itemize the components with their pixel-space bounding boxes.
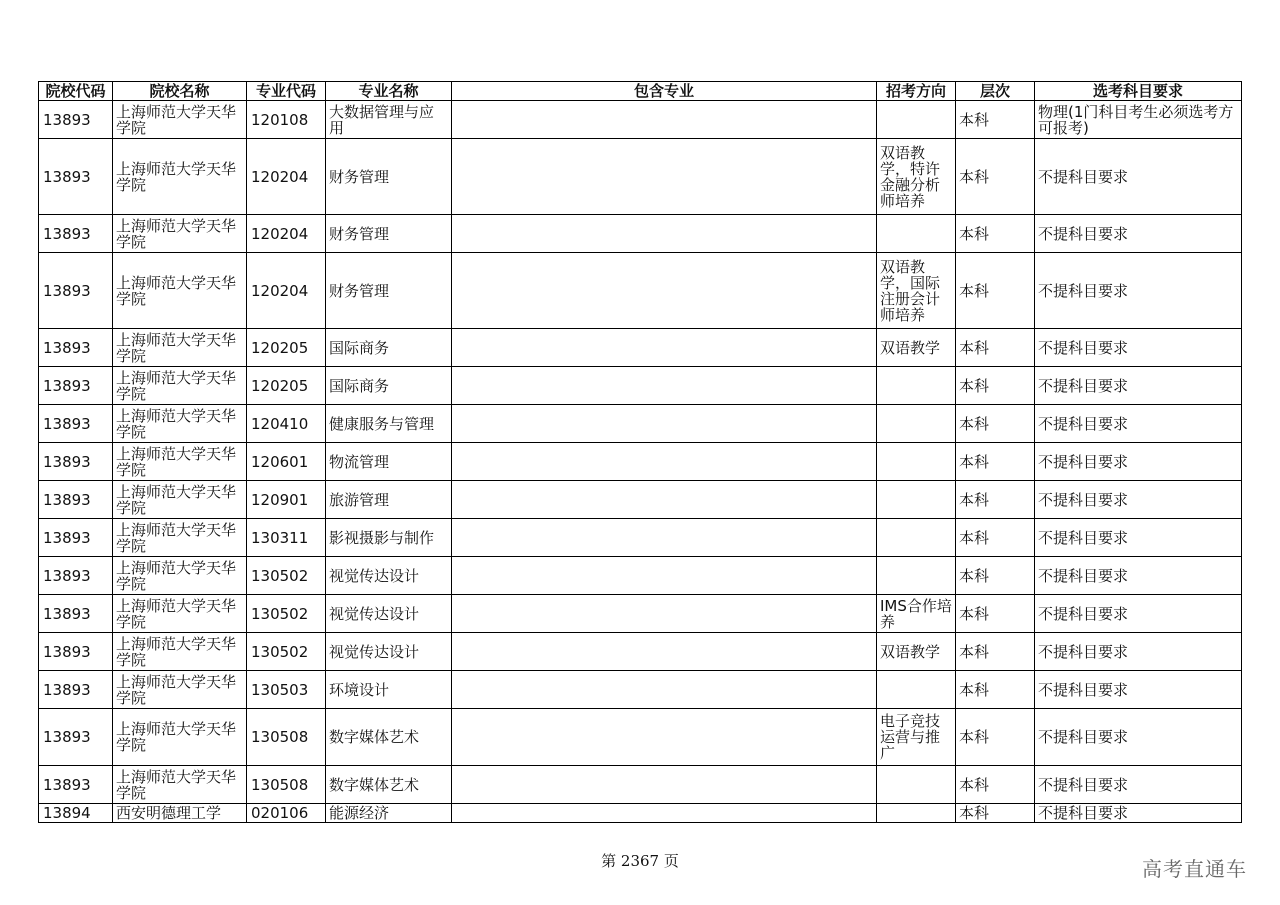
cell-requirement: 不提科目要求: [1035, 519, 1242, 557]
cell-school-code: 13893: [39, 443, 113, 481]
header-included-majors: 包含专业: [452, 82, 877, 101]
cell-level: 本科: [956, 215, 1035, 253]
cell-requirement: 不提科目要求: [1035, 557, 1242, 595]
cell-school-code: 13893: [39, 253, 113, 329]
cell-level: 本科: [956, 633, 1035, 671]
cell-requirement: 不提科目要求: [1035, 215, 1242, 253]
table-row: [39, 481, 1242, 519]
cell-school-name: 上海师范大学天华学院: [113, 766, 247, 804]
cell-direction: [877, 101, 956, 139]
table-row: [39, 443, 1242, 481]
table-body: [39, 101, 1242, 823]
cell-major-code: 120410: [247, 405, 326, 443]
cell-direction: 双语教学，国际注册会计师培养: [877, 253, 956, 329]
cell-school-name: 上海师范大学天华学院: [113, 633, 247, 671]
cell-direction: [877, 519, 956, 557]
cell-included-majors: [452, 405, 877, 443]
cell-major-name: 视觉传达设计: [326, 595, 452, 633]
cell-included-majors: [452, 519, 877, 557]
cell-direction: [877, 557, 956, 595]
cell-requirement: 不提科目要求: [1035, 329, 1242, 367]
cell-level: 本科: [956, 519, 1035, 557]
header-level: 层次: [956, 82, 1035, 101]
table-row: [39, 329, 1242, 367]
cell-included-majors: [452, 215, 877, 253]
cell-major-code: 120901: [247, 481, 326, 519]
cell-level: 本科: [956, 804, 1035, 823]
cell-requirement: 不提科目要求: [1035, 633, 1242, 671]
cell-direction: IMS合作培养: [877, 595, 956, 633]
cell-direction: 双语教学，特许金融分析师培养: [877, 139, 956, 215]
cell-level: 本科: [956, 101, 1035, 139]
table-row: [39, 766, 1242, 804]
cell-major-name: 数字媒体艺术: [326, 766, 452, 804]
cell-school-name: 上海师范大学天华学院: [113, 595, 247, 633]
cell-direction: [877, 766, 956, 804]
cell-major-name: 财务管理: [326, 253, 452, 329]
cell-major-code: 120601: [247, 443, 326, 481]
cell-direction: [877, 804, 956, 823]
cell-school-name: 上海师范大学天华学院: [113, 709, 247, 766]
cell-major-code: 120204: [247, 139, 326, 215]
table-row: [39, 633, 1242, 671]
cell-school-code: 13893: [39, 405, 113, 443]
cell-major-code: 020106: [247, 804, 326, 823]
cell-level: 本科: [956, 405, 1035, 443]
header-major-code: 专业代码: [247, 82, 326, 101]
cell-school-name: 上海师范大学天华学院: [113, 481, 247, 519]
cell-major-code: 120205: [247, 367, 326, 405]
cell-major-name: 视觉传达设计: [326, 633, 452, 671]
cell-included-majors: [452, 329, 877, 367]
page-number: 第 2367 页: [601, 852, 679, 870]
cell-school-name: 上海师范大学天华学院: [113, 367, 247, 405]
cell-major-name: 财务管理: [326, 215, 452, 253]
cell-major-name: 物流管理: [326, 443, 452, 481]
cell-requirement: 不提科目要求: [1035, 443, 1242, 481]
table-row: [39, 595, 1242, 633]
cell-included-majors: [452, 595, 877, 633]
cell-school-name: 上海师范大学天华学院: [113, 253, 247, 329]
admission-table: [38, 81, 1242, 823]
cell-school-name: 上海师范大学天华学院: [113, 139, 247, 215]
cell-requirement: 不提科目要求: [1035, 671, 1242, 709]
table-row: [39, 671, 1242, 709]
cell-included-majors: [452, 557, 877, 595]
cell-school-code: 13893: [39, 709, 113, 766]
cell-requirement: 不提科目要求: [1035, 367, 1242, 405]
cell-level: 本科: [956, 253, 1035, 329]
cell-level: 本科: [956, 481, 1035, 519]
cell-school-code: 13893: [39, 557, 113, 595]
cell-included-majors: [452, 367, 877, 405]
header-row: [39, 82, 1242, 101]
table-row: [39, 519, 1242, 557]
cell-requirement: 物理(1门科目考生必须选考方可报考): [1035, 101, 1242, 139]
cell-direction: [877, 215, 956, 253]
cell-school-name: 上海师范大学天华学院: [113, 443, 247, 481]
table-row: [39, 405, 1242, 443]
cell-requirement: 不提科目要求: [1035, 253, 1242, 329]
header-school-name: 院校名称: [113, 82, 247, 101]
cell-major-code: 120204: [247, 253, 326, 329]
cell-school-name: 上海师范大学天华学院: [113, 557, 247, 595]
cell-direction: 电子竞技运营与推广: [877, 709, 956, 766]
cell-major-code: 130311: [247, 519, 326, 557]
cell-school-name: 上海师范大学天华学院: [113, 101, 247, 139]
cell-level: 本科: [956, 139, 1035, 215]
cell-requirement: 不提科目要求: [1035, 595, 1242, 633]
cell-included-majors: [452, 443, 877, 481]
cell-school-name: 上海师范大学天华学院: [113, 329, 247, 367]
cell-included-majors: [452, 633, 877, 671]
cell-requirement: 不提科目要求: [1035, 481, 1242, 519]
cell-requirement: 不提科目要求: [1035, 709, 1242, 766]
cell-requirement: 不提科目要求: [1035, 139, 1242, 215]
cell-level: 本科: [956, 709, 1035, 766]
cell-school-name: 上海师范大学天华学院: [113, 519, 247, 557]
cell-school-name: 上海师范大学天华学院: [113, 405, 247, 443]
cell-major-name: 影视摄影与制作: [326, 519, 452, 557]
cell-requirement: 不提科目要求: [1035, 405, 1242, 443]
cell-direction: 双语教学: [877, 329, 956, 367]
cell-school-name: 上海师范大学天华学院: [113, 671, 247, 709]
cell-major-code: 130503: [247, 671, 326, 709]
cell-major-name: 旅游管理: [326, 481, 452, 519]
cell-major-code: 130508: [247, 709, 326, 766]
cell-level: 本科: [956, 557, 1035, 595]
table-row: [39, 367, 1242, 405]
table-row: [39, 101, 1242, 139]
cell-major-name: 国际商务: [326, 329, 452, 367]
watermark: 高考直通车: [1142, 857, 1247, 881]
table-row: [39, 557, 1242, 595]
cell-level: 本科: [956, 595, 1035, 633]
cell-included-majors: [452, 709, 877, 766]
cell-direction: [877, 671, 956, 709]
cell-requirement: 不提科目要求: [1035, 766, 1242, 804]
header-requirement: 选考科目要求: [1035, 82, 1242, 101]
cell-major-code: 120108: [247, 101, 326, 139]
cell-school-code: 13893: [39, 215, 113, 253]
cell-major-name: 数字媒体艺术: [326, 709, 452, 766]
header-major-name: 专业名称: [326, 82, 452, 101]
cell-major-name: 能源经济: [326, 804, 452, 823]
cell-major-name: 财务管理: [326, 139, 452, 215]
cell-major-name: 大数据管理与应用: [326, 101, 452, 139]
cell-school-code: 13894: [39, 804, 113, 823]
cell-school-code: 13893: [39, 139, 113, 215]
table-row: [39, 253, 1242, 329]
cell-level: 本科: [956, 671, 1035, 709]
cell-school-code: 13893: [39, 329, 113, 367]
cell-school-name: 西安明德理工学: [113, 804, 247, 823]
cell-school-code: 13893: [39, 671, 113, 709]
cell-included-majors: [452, 766, 877, 804]
cell-school-code: 13893: [39, 101, 113, 139]
cell-included-majors: [452, 101, 877, 139]
cell-direction: 双语教学: [877, 633, 956, 671]
cell-level: 本科: [956, 329, 1035, 367]
cell-major-code: 130508: [247, 766, 326, 804]
cell-school-code: 13893: [39, 519, 113, 557]
cell-school-code: 13893: [39, 766, 113, 804]
cell-major-name: 健康服务与管理: [326, 405, 452, 443]
cell-direction: [877, 481, 956, 519]
cell-included-majors: [452, 139, 877, 215]
cell-major-code: 120204: [247, 215, 326, 253]
cell-major-code: 130502: [247, 595, 326, 633]
header-school-code: 院校代码: [39, 82, 113, 101]
cell-included-majors: [452, 481, 877, 519]
cell-level: 本科: [956, 766, 1035, 804]
cell-school-code: 13893: [39, 481, 113, 519]
cell-major-name: 国际商务: [326, 367, 452, 405]
cell-school-code: 13893: [39, 633, 113, 671]
cell-major-name: 视觉传达设计: [326, 557, 452, 595]
cell-school-code: 13893: [39, 595, 113, 633]
cell-major-code: 120205: [247, 329, 326, 367]
table-row: [39, 215, 1242, 253]
cell-direction: [877, 443, 956, 481]
cell-major-code: 130502: [247, 633, 326, 671]
cell-level: 本科: [956, 443, 1035, 481]
cell-direction: [877, 405, 956, 443]
cell-school-name: 上海师范大学天华学院: [113, 215, 247, 253]
cell-requirement: 不提科目要求: [1035, 804, 1242, 823]
cell-included-majors: [452, 253, 877, 329]
cell-level: 本科: [956, 367, 1035, 405]
table-row: [39, 709, 1242, 766]
cell-school-code: 13893: [39, 367, 113, 405]
cell-direction: [877, 367, 956, 405]
cell-included-majors: [452, 804, 877, 823]
table-row: [39, 139, 1242, 215]
cell-major-name: 环境设计: [326, 671, 452, 709]
table-row: [39, 804, 1242, 823]
cell-included-majors: [452, 671, 877, 709]
header-direction: 招考方向: [877, 82, 956, 101]
cell-major-code: 130502: [247, 557, 326, 595]
